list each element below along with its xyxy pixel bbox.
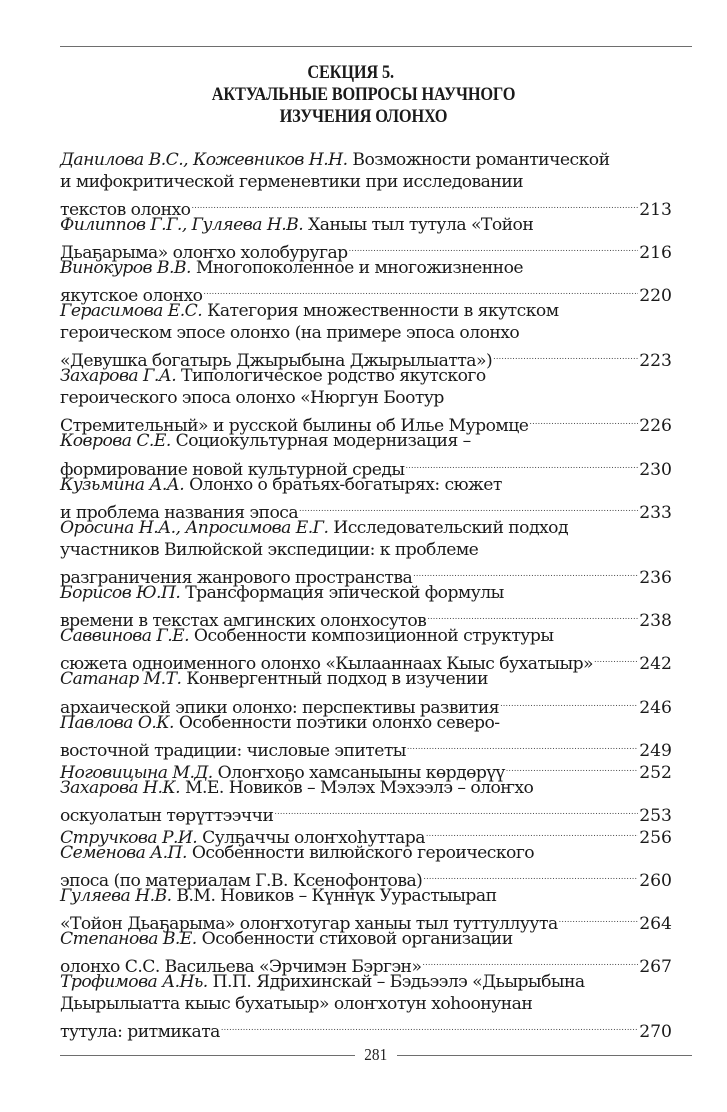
footer-rule-left <box>60 1055 355 1056</box>
toc-entry-line <box>60 648 672 675</box>
toc-entry-title: героического эпоса олонхо «Нюргун Боотур <box>60 388 444 409</box>
toc-entry-title: Олонхо о братьях-богатырях: сюжет <box>184 474 502 495</box>
toc-entry-author: Павлова О.К. <box>60 712 174 733</box>
toc-entry-title: Ханыы тыл тутула «Тойон <box>303 214 534 235</box>
toc-entry-text <box>60 518 568 540</box>
toc-entry-line <box>60 1016 672 1043</box>
table-of-contents <box>60 150 672 1043</box>
toc-entry-author: Стручкова Р.И. <box>60 827 198 848</box>
toc-entry-title: Возможности романтической <box>347 150 610 170</box>
toc-entry-text <box>60 150 610 172</box>
toc-entry[interactable] <box>60 258 672 307</box>
toc-entry-title: Особенности стиховой организации <box>196 929 513 950</box>
toc-entry-title: Олоҥхоҕо хамсаныыны көрдөрүү <box>212 762 505 783</box>
toc-entry-title: Конвергентный подход в изучении <box>181 669 488 690</box>
toc-entry[interactable] <box>60 885 672 935</box>
toc-entry-author: Кузьмина А.А. <box>60 474 185 495</box>
toc-entry[interactable] <box>60 777 672 826</box>
toc-entry-text <box>60 215 533 237</box>
toc-entry[interactable] <box>60 842 672 891</box>
toc-entry-line <box>60 583 672 605</box>
dot-leader <box>413 561 638 583</box>
toc-entry-text <box>60 366 486 388</box>
toc-entry-line <box>60 431 672 453</box>
toc-entry-text <box>60 669 488 691</box>
toc-entry-title: эпоса (по материалам Г.В. Ксенофонтова) <box>60 870 423 891</box>
toc-entry-author: Винокуров В.В. <box>60 258 191 279</box>
toc-entry-text <box>60 172 523 194</box>
toc-entry-line <box>60 150 672 172</box>
page-number: 281 <box>364 1045 388 1064</box>
toc-entry-author: Сатанар М.Т. <box>60 669 182 690</box>
toc-entry-page[interactable]: 233 <box>639 502 672 523</box>
toc-entry-page[interactable]: 236 <box>639 567 672 588</box>
toc-entry-title: Категория множественности в якутском <box>202 301 559 322</box>
toc-entry-page[interactable]: 230 <box>639 459 672 480</box>
dot-leader <box>559 907 639 929</box>
toc-entry-title: М.Е. Новиков – Мэлэх Мэхээлэ – олоҥхо <box>180 777 534 798</box>
toc-entry-title: архаической эпики олонхо: перспективы развития <box>60 697 500 718</box>
toc-entry[interactable] <box>60 972 672 1043</box>
toc-entry-page[interactable]: 264 <box>639 914 672 935</box>
toc-entry-line <box>60 691 672 718</box>
toc-entry-title: «Тойон Дьаҕарыма» олоҥхотугар ханыы тыл туттуллуута <box>60 914 558 935</box>
header-rule <box>60 46 692 47</box>
toc-entry-line <box>60 345 672 372</box>
dot-leader <box>407 734 638 756</box>
dot-leader <box>274 799 638 821</box>
toc-entry[interactable] <box>60 626 672 675</box>
toc-entry-line <box>60 496 672 523</box>
toc-entry-title: Исследовательский подход <box>328 517 568 538</box>
toc-entry-text <box>60 258 523 280</box>
toc-entry[interactable] <box>60 712 672 761</box>
toc-entry-title: Трансформация эпической формулы <box>180 582 504 603</box>
toc-entry-text <box>60 972 585 994</box>
dot-leader <box>506 756 639 778</box>
toc-entry-text <box>60 994 532 1016</box>
toc-entry-line <box>60 778 672 800</box>
toc-entry-text <box>60 388 444 410</box>
toc-entry-title: П.П. Ядрихинскай – Бэдьээлэ «Дьырыбына <box>207 972 585 993</box>
toc-entry-line <box>60 323 672 345</box>
toc-entry-line <box>60 994 672 1016</box>
toc-entry-author: Саввинова Г.Е. <box>60 626 190 647</box>
dot-leader <box>191 193 638 215</box>
toc-entry[interactable] <box>60 431 672 480</box>
toc-entry-line <box>60 280 672 307</box>
toc-entry-text <box>60 583 504 605</box>
section-heading <box>51 62 676 128</box>
toc-entry-line <box>60 843 672 865</box>
toc-entry-text <box>60 431 471 453</box>
toc-entry[interactable] <box>60 366 672 437</box>
toc-entry-title: Социокультурная модернизация – <box>170 431 471 452</box>
toc-entry-line <box>60 799 672 826</box>
toc-entry-line <box>60 388 672 410</box>
toc-entry-page[interactable]: 267 <box>639 957 672 978</box>
toc-entry-author: Гуляева Н.В. <box>60 885 172 906</box>
toc-entry-title: Дьырылыатта кыыс бухатыыр» олоҥхотун хоһоонунан <box>60 993 533 1014</box>
toc-entry-title: восточной традиции: числовые эпитеты <box>60 740 406 761</box>
toc-entry-title: якутское олонхо <box>60 286 203 307</box>
dot-leader <box>529 410 638 432</box>
toc-entry-page[interactable]: 246 <box>639 697 672 718</box>
toc-entry-page[interactable]: 216 <box>639 243 672 264</box>
toc-entry-author: Филиппов Г.Г., Гуляева Н.В. <box>60 214 304 235</box>
toc-entry-line <box>60 626 672 648</box>
dot-leader <box>203 280 638 302</box>
page-footer <box>60 1045 692 1065</box>
toc-entry-page[interactable]: 238 <box>639 611 672 632</box>
dot-leader <box>427 604 638 626</box>
toc-entry-author: Трофимова А.Нь. <box>60 972 208 993</box>
toc-entry-title: тутула: ритмиката <box>60 1022 220 1043</box>
toc-entry[interactable] <box>60 214 672 264</box>
section-number: СЕКЦИЯ 5. <box>307 62 394 83</box>
toc-entry-text <box>60 806 273 828</box>
toc-entry[interactable] <box>60 150 672 220</box>
toc-entry-title: «Девушка богатырь Джырыбына Джырылыатта») <box>60 351 493 372</box>
toc-entry-title: Стремительный» и русской былины об Илье Муромце <box>60 416 529 437</box>
toc-entry-title: Особенности вилюйского героического <box>186 842 535 863</box>
toc-entry-title: сюжета одноименного олонхо «Кылааннаах Кыыс бухатыыр» <box>60 654 594 675</box>
toc-entry-title: Особенности поэтики олонхо северо- <box>173 712 500 733</box>
toc-entry-line <box>60 540 672 562</box>
toc-entry-page[interactable]: 256 <box>639 827 672 848</box>
toc-entry-line <box>60 366 672 388</box>
toc-entry-page[interactable]: 226 <box>639 416 672 437</box>
toc-entry-line <box>60 301 672 323</box>
toc-entry-line <box>60 215 672 237</box>
toc-entry-text <box>60 929 513 951</box>
toc-entry-author: Ноговицына М.Д. <box>60 762 213 783</box>
dot-leader <box>426 821 638 843</box>
toc-entry-author: Данилова В.С., Кожевников Н.Н. <box>60 150 348 170</box>
toc-entry-title: Дьаҕарыма» олоҥхо холобуругар <box>60 243 348 264</box>
toc-entry-text <box>60 1022 220 1044</box>
toc-entry-line <box>60 193 672 220</box>
toc-entry-line <box>60 972 672 994</box>
toc-entry[interactable] <box>60 301 672 372</box>
toc-entry-page[interactable]: 220 <box>639 286 672 307</box>
dot-leader <box>500 691 638 713</box>
toc-entry-title: Многопоколенное и многожизненное <box>190 258 524 279</box>
toc-entry-title: героическом эпосе олонхо (на примере эпоса олонхо <box>60 323 520 344</box>
toc-entry-line <box>60 561 672 588</box>
toc-entry-text <box>60 475 502 497</box>
toc-entry-line <box>60 475 672 497</box>
toc-entry-line <box>60 713 672 735</box>
toc-entry-page[interactable]: 252 <box>639 762 672 783</box>
toc-entry-page[interactable]: 270 <box>639 1022 672 1043</box>
dot-leader <box>422 951 638 973</box>
toc-entry-line <box>60 172 672 194</box>
toc-entry-title: времени в текстах амгинских олонхосутов <box>60 611 427 632</box>
toc-entry-page[interactable]: 223 <box>639 351 672 372</box>
toc-entry-line <box>60 929 672 951</box>
toc-entry-title: формирование новой культурной среды <box>60 459 405 480</box>
toc-entry-text <box>60 886 496 908</box>
toc-entry-author: Герасимова Е.С. <box>60 301 203 322</box>
dot-leader <box>423 864 638 886</box>
toc-entry-author: Захарова Г.А. <box>60 366 177 387</box>
toc-entry-line <box>60 604 672 632</box>
toc-entry-line <box>60 518 672 540</box>
dot-leader <box>349 237 639 259</box>
toc-entry-title: участников Вилюйской экспедиции: к проблеме <box>60 539 479 560</box>
toc-entry-text <box>60 778 533 800</box>
toc-entry-title: оскуолатын төрүттээччи <box>60 805 274 826</box>
toc-entry-line <box>60 453 672 480</box>
toc-entry-line <box>60 951 672 978</box>
toc-entry-line <box>60 907 672 935</box>
toc-entry-text <box>60 626 553 648</box>
toc-entry-title: разграничения жанрового пространства <box>60 567 413 588</box>
toc-entry-text <box>60 843 534 865</box>
section-title-line-1: АКТУАЛЬНЫЕ ВОПРОСЫ НАУЧНОГО <box>211 84 516 105</box>
toc-entry-title: и проблема названия эпоса <box>60 502 299 523</box>
toc-entry-text <box>60 713 500 735</box>
toc-entry-title: Типологическое родство якутского <box>176 366 486 387</box>
toc-entry-title: В.М. Новиков – Күннүк Уурастыырап <box>171 885 497 906</box>
toc-entry-author: Захарова Н.К. <box>60 777 181 798</box>
toc-entry-page[interactable]: 260 <box>639 870 672 891</box>
toc-entry[interactable] <box>60 517 672 588</box>
toc-entry-author: Коврова С.Е. <box>60 431 171 452</box>
toc-entry-text <box>60 323 519 345</box>
footer-rule-right <box>397 1055 692 1056</box>
toc-entry[interactable] <box>60 474 672 523</box>
dot-leader <box>493 345 638 367</box>
toc-entry-page[interactable]: 249 <box>639 740 672 761</box>
dot-leader <box>221 1016 638 1038</box>
toc-entry-page[interactable]: 253 <box>639 805 672 826</box>
toc-entry-author: Степанова В.Е. <box>60 929 197 950</box>
toc-entry-line <box>60 237 672 264</box>
dot-leader <box>299 496 638 518</box>
dot-leader <box>594 648 638 670</box>
toc-entry-line <box>60 410 672 437</box>
toc-entry-line <box>60 886 672 908</box>
toc-entry-author: Семенова А.П. <box>60 842 187 863</box>
section-title-line-2: ИЗУЧЕНИЯ ОЛОНХО <box>279 106 448 127</box>
toc-entry-title: олонхо С.С. Васильева «Эрчимэн Бэргэн» <box>60 957 422 978</box>
toc-entry-text <box>60 741 406 763</box>
toc-entry-line <box>60 864 672 891</box>
dot-leader <box>405 453 638 475</box>
toc-entry-author: Борисов Ю.П. <box>60 582 181 603</box>
toc-entry-title: Особенности композиционной структуры <box>189 626 554 647</box>
toc-entry-line <box>60 258 672 280</box>
toc-entry-author: Оросина Н.А., Апросимова Е.Г. <box>60 517 329 538</box>
toc-entry-page[interactable]: 213 <box>639 199 672 220</box>
toc-entry-title: текстов олонхо <box>60 199 191 220</box>
toc-entry-title: Сулҕаччы олоҥхоһуттара <box>197 827 425 848</box>
toc-entry[interactable] <box>60 929 672 978</box>
toc-entry-text <box>60 301 559 323</box>
toc-entry-text <box>60 540 478 562</box>
toc-entry-title: и мифокритической герменевтики при исследовании <box>60 171 524 192</box>
toc-entry-line <box>60 734 672 761</box>
toc-entry-page[interactable]: 242 <box>639 654 672 675</box>
toc-entry[interactable] <box>60 582 672 632</box>
